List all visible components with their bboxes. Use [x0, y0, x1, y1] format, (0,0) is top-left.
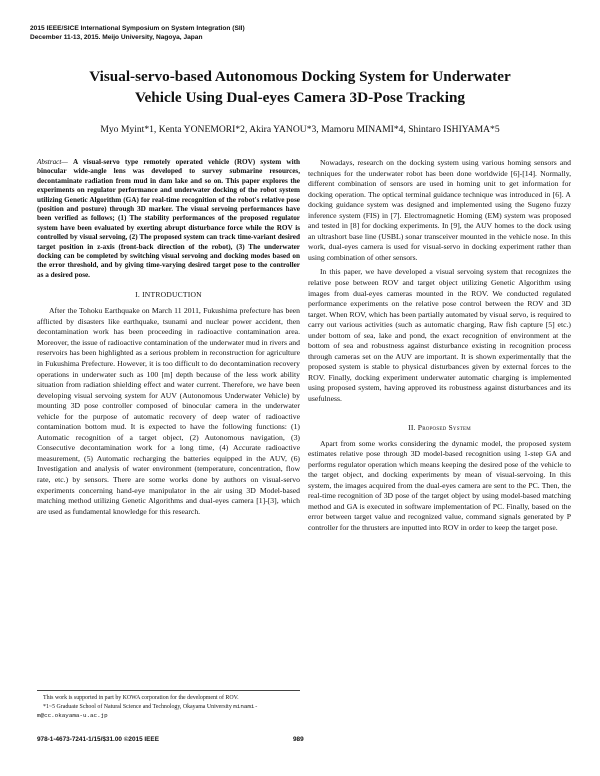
footnotes — [37, 690, 300, 721]
abstract-lead: Abstract — [37, 158, 62, 166]
page-number: 989 — [293, 736, 304, 743]
author-email: minami-m@cc.okayama-u.ac.jp — [37, 703, 258, 719]
conference-header — [30, 25, 430, 42]
introduction-paragraph-1: After the Tohoku Earthquake on March 11 2011, Fukushima prefecture has been afflicted by disasters like earthquake, tsunami and nuclear power accident, then decontamination work has been proceeding in radioactive contamination area. Moreover, the issue of radioactive contamination of the underwater mud in rivers and reservoirs has been highlighted as a serious problem in reconstruction for agriculture in Fukushima Prefecture. However, it is too difficult to do decontamination recovery operations in underwater such as 100 [m] depth because of the less work ability situation from radiation shielding effect and water current. Therefore, we have been developing visual servoing system for AUV (Autonomous Underwater Vehicle) by mounting 3D pose controller composed of binocular camera in the underwater vehicle for the purpose of automatic recovery of deep water of radioactive contamination bottom mud. It is expected to have the following functions: (1) Automatic recognition of a target object, (2) Autonomous navigation, (3) Consecutive decontamination work for a long time, (4) Accurate radioactive measurement, (5) Automatic recharging the batteries equipped in the AUV, (6) Investigation and analysis of water environment (temperature, concentration, flow rate, etc.) by sensors. There are some works done by authors on visual-servo experiments concerning hand-eye manipulator in the air using 3D Model-based matching method utilizing Genetic Algorithms and dual-eyes camera [1]-[3], which are used as fundamental knowledge for this research. — [37, 306, 300, 516]
section-title: Proposed System — [417, 422, 471, 432]
section-number: II. — [408, 422, 416, 432]
introduction-paragraph-2: Nowadays, research on the docking system using various homing sensors and techniques for the underwater robot has been done worldwide [6]-[14]. Normally, different combination of sensors are used in homing unit to get information for docking operation. The optical terminal guidance technique was introduced in [6]. A docking guidance system was designed and implemented using the Sugeno fuzzy inference system (FIS) in [7]. Electromagnetic Homing (EM) system was proposed and tested in [8] for docking experiments. In [9], the AUV homes to the dock using an ultrashort base line (USBL) sonar transceiver mounted in the vehicle nose. In this work, dual-eyes camera is used for visual-servo in docking experiment rather than using combination of other sensors. — [308, 158, 571, 262]
footnote-funding: This work is supported in part by KOWA corporation for the development of ROV. — [43, 695, 239, 701]
section-heading-proposed-system — [308, 423, 571, 433]
paper-title — [40, 66, 560, 108]
conference-date-venue: December 11-13, 2015. Meijo University, Nagoya, Japan — [30, 33, 203, 41]
section-heading-introduction: I. INTRODUCTION — [135, 290, 202, 300]
introduction-paragraph-3: In this paper, we have developed a visual servoing system that recognizes the relative pose between ROV and target object utilizing Genetic Algorithm using images from dual-eyes cameras mounted in the ROV. We conducted regulated performance experiments on the relative pose control between the ROV and 3D target. When ROV, which has been partially automated by visual servo, is required to carry out various activities (such as automatic charging, Raw fish capture [5] etc.) under bottom of sea, lake and pond, the exact recognition of environment at the bottom of sea and robustness against disturbance existing in recognition process through cameras set on the AUV are important. It is shown experimentally that the proposed system is stable to physical disturbances given by external forces to the ROV. Finally, docking experiment underwater automatic charging is implemented using proposed system, having approved its robustness against disturbances and its usefulness. — [308, 267, 571, 404]
abstract: Abstract— A visual-servo type remotely operated vehicle (ROV) system with binocular wide-angle lens was developed to survey submarine resources, decontaminate radiation from mud in dam lake and so on. This paper explores the experiments on regulator performance and underwater docking of the robot system utilizing Genetic Algorithm (GA) for real-time recognition of the robot's relative pose (position and posture) through 3D marker. The visual servoing performances have been verified as follows; (1) The stability performances of the proposed regulator system have been evaluated by exerting abrupt disturbance force while the ROV is controlled by visual servoing, (2) The proposed system can track time-variant desired target position in z-axis (front-back direction of the robot), (3) The underwater docking can be completed by switching visual servoing and docking modes based on the error threshold, and by giving time-varying desired target pose to the controller as a desired pose. — [37, 158, 300, 279]
conference-name: 2015 IEEE/SICE International Symposium on System Integration (SII) — [30, 25, 245, 32]
isbn-footer: 978-1-4673-7241-1/15/$31.00 ©2015 IEEE — [37, 736, 159, 743]
abstract-text: A visual-servo type remotely operated vehicle (ROV) system with binocular wide-angle lens was developed to survey submarine resources, decontaminate radiation from mud in dam lake and so on. This paper explores the experiments on regulator performance and underwater docking of the robot system utilizing Genetic Algorithm (GA) for real-time recognition of the robot's relative pose (position and posture) through 3D marker. The visual servoing performances have been verified as follows; (1) The stability performances of the proposed regulator system have been evaluated by exerting abrupt disturbance force while the ROV is controlled by visual servoing, (2) The proposed system can track time-variant desired target position in z-axis (front-back direction of the robot), (3) The underwater docking can be completed by switching visual servoing and docking modes based on the error threshold, and by giving time-varying desired target pose to the controller as a desired pose. — [37, 158, 300, 279]
right-column — [308, 152, 571, 534]
left-column — [37, 152, 300, 517]
title-line-1: Visual-servo-based Autonomous Docking System for Underwater — [89, 68, 511, 85]
title-line-2: Vehicle Using Dual-eyes Camera 3D-Pose Tracking — [134, 89, 465, 106]
proposed-system-paragraph-1: Apart from some works considering the dynamic model, the proposed system estimates relative pose through 3D model-based recognition using 1-step GA and performs regulator operation which means keeping the desired pose of the vehicle to the target object, and docking experiments by mean of visual-servoing. In this system, the images acquired from the dual-eyes camera are sent to the PC. Then, the real-time recognition of 3D pose of the target object by using model-based matching method and GA is executed in software implementation of PC. Finally, based on the error between target value and recognized value, command signals generated by P controller for the thrusters are inputted into ROV in order to keep the target pose. — [308, 438, 571, 532]
footnote-affiliation: *1~5 Graduate School of Natural Science and Technology, Okayama University minami-m@cc.okayama-u.ac.jp — [37, 703, 258, 719]
author-list: Myo Myint*1, Kenta YONEMORI*2, Akira YANOU*3, Mamoru MINAMI*4, Shintaro ISHIYAMA*5 — [100, 124, 500, 135]
